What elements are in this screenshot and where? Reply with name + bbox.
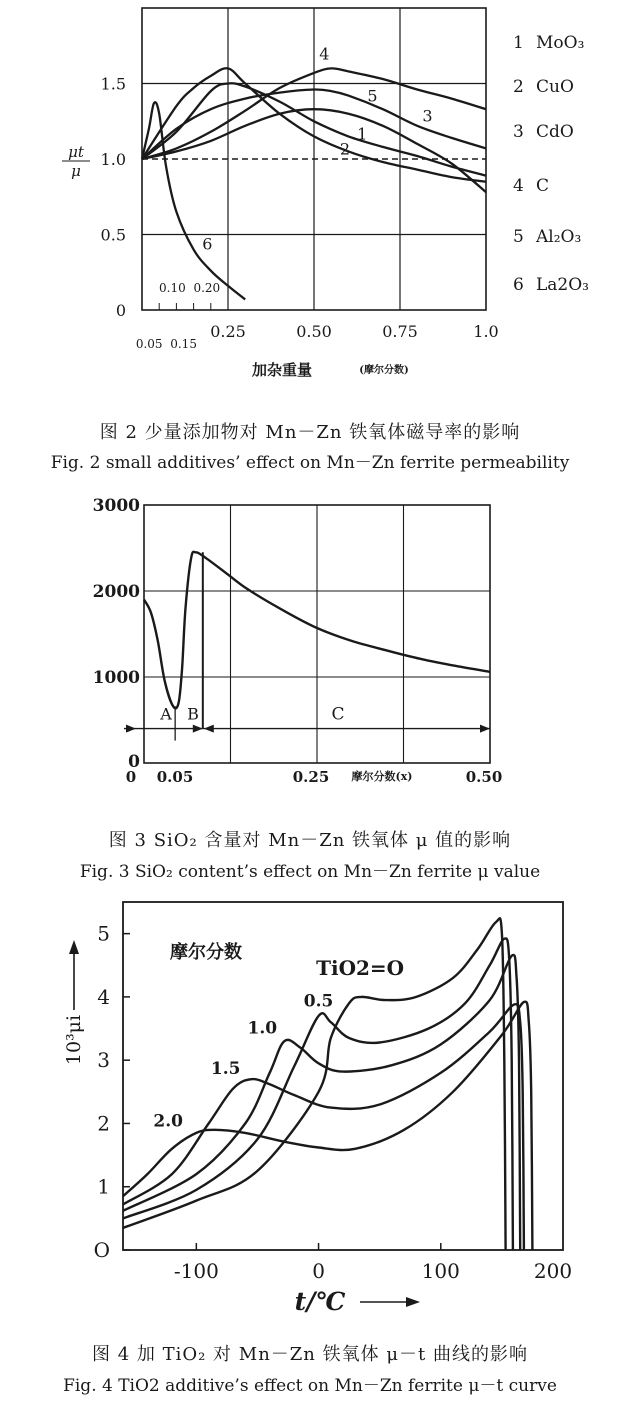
legend-number: 3 bbox=[513, 122, 524, 142]
legend-label: CuO bbox=[536, 77, 574, 97]
x-tick-label: 0.25 bbox=[292, 768, 330, 786]
curve-label-2: 2 bbox=[339, 139, 351, 159]
y-tick-label: 1000 bbox=[92, 668, 140, 688]
figure-4-caption-cn: 图 4 加 TiO₂ 对 Mn－Zn 铁氧体 μ－t 曲线的影响 bbox=[91, 1344, 528, 1365]
y-tick-label: 0 bbox=[128, 752, 140, 772]
figure-4-y-axis-label bbox=[63, 1015, 85, 1065]
figure-4-x-axis-label: t/℃ bbox=[294, 1287, 346, 1316]
y-tick-label: 2000 bbox=[92, 582, 140, 602]
legend-label: MoO₃ bbox=[536, 33, 585, 53]
y-tick-label: 1.0 bbox=[100, 150, 126, 169]
legend-number: 2 bbox=[513, 77, 524, 97]
curve-label-3: 3 bbox=[422, 106, 433, 126]
series-line-1.5 bbox=[123, 1004, 524, 1250]
curve-label-5: 5 bbox=[367, 86, 378, 106]
y-tick-label: 3000 bbox=[92, 496, 140, 516]
figure-3-region-arrows bbox=[124, 705, 490, 733]
y-axis-label-text: 10³μi bbox=[63, 1014, 85, 1066]
y-tick-label: O bbox=[93, 1238, 110, 1262]
figure-3-caption-cn: 图 3 SiO₂ 含量对 Mn－Zn 铁氧体 μ 值的影响 bbox=[108, 830, 512, 851]
figure-2-grid bbox=[142, 8, 486, 310]
curve-label-4: 4 bbox=[319, 44, 330, 64]
x-tick-label: 0.25 bbox=[210, 322, 246, 341]
y-tick-label: 2 bbox=[97, 1111, 110, 1136]
x-minor-tick-label: 0.05 bbox=[135, 337, 163, 351]
figure-4-caption-en: Fig. 4 TiO2 additive’s effect on Mn－Zn ferrite μ－t curve bbox=[63, 1376, 557, 1396]
curve-label-1: 1 bbox=[357, 124, 368, 144]
figure-2-chart bbox=[62, 8, 589, 379]
x-tick-label: 200 bbox=[533, 1259, 573, 1283]
legend-label: C bbox=[536, 176, 550, 196]
series-line-2.0 bbox=[123, 1002, 532, 1250]
curve-label-1.0: 1.0 bbox=[247, 1018, 278, 1039]
legend-label: CdO bbox=[536, 122, 574, 142]
figure-2-x-axis-unit: (摩尔分数) bbox=[359, 365, 409, 376]
y-axis-label-denominator: μ bbox=[71, 162, 81, 180]
y-axis-label-numerator: μt bbox=[68, 143, 84, 161]
curve-label-tio2-0: TiO2=O bbox=[316, 955, 405, 980]
figure-4-x-axis-arrow bbox=[360, 1297, 420, 1307]
legend-label: La2O₃ bbox=[536, 275, 589, 295]
figure-2-legend bbox=[513, 33, 589, 295]
series-line-TiO2=O bbox=[123, 918, 506, 1250]
y-tick-label: 4 bbox=[97, 984, 110, 1009]
legend-number: 4 bbox=[513, 176, 524, 196]
curve-label-2.0: 2.0 bbox=[153, 1111, 184, 1132]
figure-3-x-axis-label: 摩尔分数(x) bbox=[351, 770, 413, 783]
x-tick-label: 0.50 bbox=[296, 322, 332, 341]
x-minor-tick-label: 0.10 bbox=[159, 281, 186, 295]
curve-label-0.5: 0.5 bbox=[303, 991, 334, 1012]
figure-4-y-axis-arrow bbox=[69, 940, 79, 1010]
x-tick-label: 0.75 bbox=[382, 322, 418, 341]
curve-label-6: 6 bbox=[202, 234, 213, 254]
figure-2-caption-en: Fig. 2 small additives’ effect on Mn－Zn ferrite permeability bbox=[50, 453, 570, 473]
x-tick-label: 1.0 bbox=[473, 322, 499, 341]
figure-3-grid bbox=[144, 505, 490, 763]
y-tick-label: 3 bbox=[97, 1048, 110, 1073]
region-c-arrowhead-left bbox=[204, 725, 214, 733]
x-minor-tick-label: 0.20 bbox=[193, 281, 221, 295]
region-label-a: A bbox=[160, 704, 172, 724]
region-a-arrowhead bbox=[126, 725, 136, 733]
figure-2-caption-cn: 图 2 少量添加物对 Mn－Zn 铁氧体磁导率的影响 bbox=[99, 422, 521, 443]
figure-4-chart bbox=[63, 902, 572, 1316]
curve-label-1.5: 1.5 bbox=[210, 1059, 241, 1080]
figure-3-tick-labels bbox=[93, 496, 503, 786]
region-label-c: C bbox=[331, 704, 345, 725]
legend-number: 5 bbox=[513, 227, 524, 247]
y-tick-label: 0 bbox=[115, 301, 126, 320]
x-tick-label: 0 bbox=[125, 768, 137, 786]
y-tick-label: 0.5 bbox=[100, 225, 126, 245]
y-tick-label: 1 bbox=[97, 1174, 110, 1199]
region-b-arrowhead bbox=[193, 725, 203, 733]
x-tick-label: 100 bbox=[421, 1259, 460, 1283]
x-tick-label: 0 bbox=[312, 1259, 325, 1283]
x-tick-label: -100 bbox=[173, 1259, 219, 1283]
x-tick-label: 0.05 bbox=[156, 768, 194, 786]
legend-number: 6 bbox=[513, 275, 524, 295]
x-tick-label: 0.50 bbox=[465, 768, 503, 786]
x-minor-tick-label: 0.15 bbox=[170, 337, 197, 351]
figure-4-in-plot-title: 摩尔分数 bbox=[170, 942, 242, 963]
y-tick-label: 5 bbox=[97, 921, 110, 946]
figure-3-chart bbox=[93, 496, 503, 786]
legend-label: Al₂O₃ bbox=[536, 227, 582, 247]
figure-2-y-axis-label bbox=[62, 143, 90, 180]
region-c-arrowhead-right bbox=[480, 725, 490, 733]
figure-3-caption-en: Fig. 3 SiO₂ content’s effect on Mn－Zn ferrite μ value bbox=[79, 862, 541, 882]
legend-number: 1 bbox=[513, 33, 524, 53]
figure-2-x-axis-label: 加杂重量 bbox=[251, 361, 313, 379]
region-label-b: B bbox=[187, 704, 199, 724]
y-tick-label: 1.5 bbox=[100, 74, 126, 94]
